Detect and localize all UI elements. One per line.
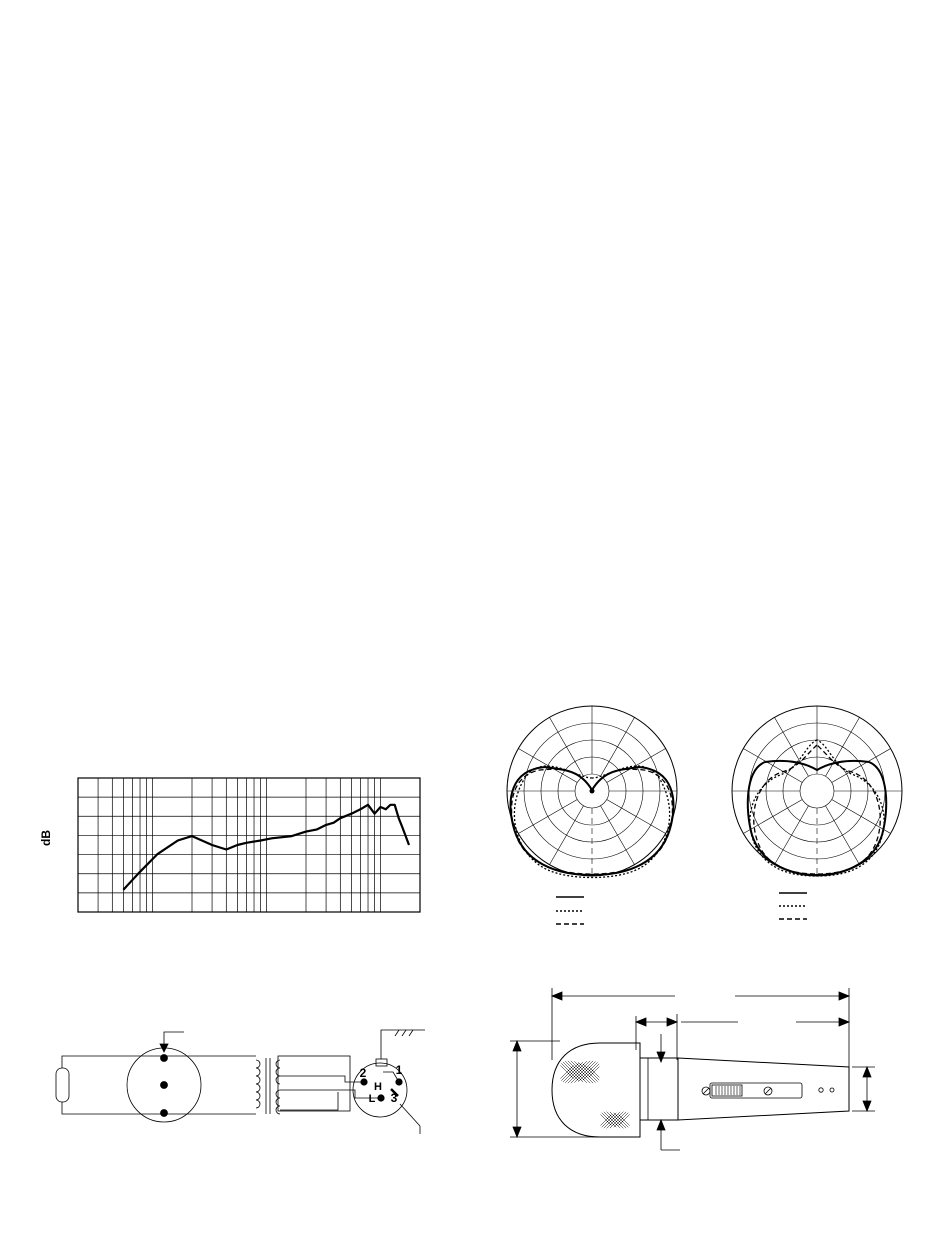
wire-low	[280, 1090, 380, 1098]
switch-contact	[161, 1055, 168, 1062]
polar-legend-right	[779, 893, 807, 919]
polar-spoke	[601, 806, 635, 865]
arrow-icon	[552, 992, 562, 1000]
y-axis-label: dB	[39, 830, 53, 846]
polar-pattern-right	[732, 706, 902, 919]
frequency-response-chart	[39, 778, 420, 912]
polar-spoke	[775, 806, 809, 865]
xlr-key	[376, 1059, 387, 1066]
arrow-icon	[667, 1018, 677, 1026]
pin-3-label: 3	[390, 1091, 398, 1105]
screw-slot	[703, 1088, 709, 1094]
polar-spoke	[518, 800, 577, 834]
arrow-icon	[863, 1101, 871, 1111]
polar-spoke	[826, 806, 860, 865]
microphone-dimension-drawing	[510, 988, 875, 1150]
on-off-switch-knob	[712, 1085, 742, 1096]
pin-2-label: 2	[359, 1066, 367, 1080]
transformer-box	[278, 1056, 350, 1111]
ground-symbol-hatch	[409, 1030, 413, 1036]
switch-knob-grip	[716, 1086, 740, 1095]
polar-legend-left	[556, 897, 584, 924]
arrow-icon	[513, 1127, 521, 1137]
low-label: L	[368, 1093, 376, 1105]
wire-ground	[280, 1092, 338, 1110]
wire-bottom	[62, 1110, 256, 1114]
arrow-icon	[513, 1041, 521, 1051]
polar-pattern-left	[507, 706, 677, 924]
polar-origin-dot	[590, 789, 595, 794]
cartridge-element	[56, 1068, 69, 1102]
wire-top	[62, 1056, 256, 1060]
ground-symbol-hatch	[402, 1030, 406, 1036]
switch-pointer	[164, 1032, 184, 1050]
polar-ring	[800, 774, 834, 808]
switch-contact	[161, 1082, 168, 1089]
vent-hole	[830, 1088, 834, 1092]
ground-symbol-hatch	[395, 1030, 399, 1036]
transformer-primary-coil	[256, 1060, 260, 1108]
microphone-ring	[640, 1058, 678, 1120]
chart-grid	[78, 778, 420, 912]
arrow-icon	[839, 1018, 849, 1026]
ground-lead	[381, 1030, 396, 1059]
vent-hole	[819, 1088, 823, 1092]
polar-curve-solid	[748, 761, 886, 875]
chart-frame	[78, 778, 420, 912]
hot-label: H	[374, 1081, 382, 1093]
leader-line	[400, 1104, 420, 1126]
polar-spoke	[832, 800, 891, 834]
polar-spoke	[550, 806, 584, 865]
arrow-icon	[657, 1052, 665, 1062]
switch-contact	[161, 1110, 168, 1117]
arrow-icon	[839, 992, 849, 1000]
arrow-icon	[636, 1018, 646, 1026]
arrow-icon	[863, 1067, 871, 1077]
wiring-diagram	[56, 1030, 425, 1134]
arrow-icon	[657, 1120, 665, 1130]
polar-spoke	[607, 749, 666, 783]
xlr-pin-3	[378, 1095, 384, 1101]
polar-spoke	[607, 800, 666, 834]
grille-mesh	[560, 1061, 629, 1129]
pin-1-label: 1	[395, 1063, 403, 1077]
screw-slot	[765, 1088, 771, 1094]
